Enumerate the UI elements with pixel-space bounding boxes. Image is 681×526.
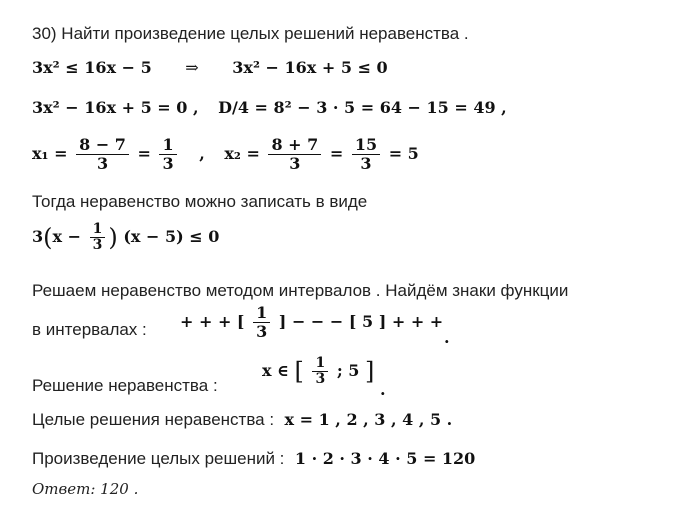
x1-denominator: 3 bbox=[96, 154, 109, 173]
signs-mid: ] − − − [ 5 ] + + + bbox=[278, 312, 444, 331]
solution-label: Решение неравенства : bbox=[32, 376, 218, 395]
product-line bbox=[32, 449, 475, 469]
discriminant-line bbox=[32, 98, 507, 117]
interval-method-text: Решаем неравенство методом интервалов . Найдём знаки функции bbox=[32, 281, 569, 300]
discriminant: D/4 = 8² − 3 · 5 = 64 − 15 = 49 , bbox=[218, 98, 507, 117]
integer-solutions-value: x = 1 , 2 , 3 , 4 , 5 . bbox=[284, 410, 453, 429]
intervals-signs bbox=[180, 304, 443, 341]
solution-fraction bbox=[312, 356, 328, 387]
product-value: 1 · 2 · 3 · 4 · 5 = 120 bbox=[294, 449, 476, 468]
roots-separator: , bbox=[199, 144, 205, 163]
x2-numerator: 8 + 7 bbox=[268, 136, 321, 155]
x1-label: x₁ = bbox=[32, 144, 68, 163]
inequality-original: 3x² ≤ 16x − 5 bbox=[32, 58, 152, 77]
solution-line bbox=[32, 355, 386, 399]
solution-dot: . bbox=[380, 380, 386, 399]
x2-fraction bbox=[268, 136, 321, 173]
intervals-dot: . bbox=[444, 328, 450, 347]
x2-equals: = bbox=[329, 144, 344, 163]
x2-label: x₂ = bbox=[224, 144, 260, 163]
x2-result-denominator: 3 bbox=[360, 154, 372, 173]
factor1-fraction bbox=[90, 222, 106, 253]
integer-solutions-line bbox=[32, 410, 452, 430]
rewrite-text: Тогда неравенство можно записать в виде bbox=[32, 192, 368, 211]
x1-fraction bbox=[76, 136, 129, 173]
signs-numerator: 1 bbox=[253, 304, 270, 323]
integer-solutions-label: Целые решения неравенства : bbox=[32, 410, 275, 429]
x1-numerator: 8 − 7 bbox=[76, 136, 129, 155]
factor1-numerator: 1 bbox=[90, 222, 106, 238]
product-label: Произведение целых решений : bbox=[32, 449, 285, 468]
signs-pre: + + + [ bbox=[180, 312, 245, 331]
inequality-rearranged: 3x² − 16x + 5 ≤ 0 bbox=[232, 58, 388, 77]
factor1-x: x − bbox=[52, 227, 82, 246]
x2-result-numerator: 15 bbox=[352, 136, 380, 155]
solution-left-bracket: [ bbox=[294, 357, 304, 386]
signs-denominator: 3 bbox=[256, 322, 268, 341]
solution-mid: ; 5 bbox=[336, 361, 360, 380]
intervals-label: в интервалах : bbox=[32, 320, 147, 339]
x2-result-fraction bbox=[352, 136, 380, 173]
implies-arrow: ⇒ bbox=[185, 58, 199, 77]
right-paren: ) bbox=[108, 223, 118, 252]
signs-fraction bbox=[253, 304, 270, 341]
factor1-denominator: 3 bbox=[92, 237, 103, 253]
solution-denominator: 3 bbox=[315, 371, 326, 387]
factored-inequality bbox=[32, 222, 219, 253]
inequality-line bbox=[32, 58, 388, 77]
factored-tail: ≤ 0 bbox=[189, 227, 220, 246]
solution-numerator: 1 bbox=[312, 356, 328, 372]
x1-equals: = bbox=[137, 144, 151, 163]
intervals-line bbox=[32, 303, 450, 347]
x2-final: = 5 bbox=[388, 144, 419, 163]
solution-pre: x ∈ bbox=[262, 361, 289, 380]
solution-right-bracket: ] bbox=[365, 357, 375, 386]
solution-set bbox=[262, 356, 374, 387]
roots-line bbox=[32, 136, 419, 173]
x1-result-denominator: 3 bbox=[162, 154, 174, 173]
x1-result-numerator: 1 bbox=[159, 136, 176, 155]
quadratic-equation: 3x² − 16x + 5 = 0 , bbox=[32, 98, 199, 117]
factored-coefficient: 3 bbox=[32, 227, 44, 246]
left-paren: ( bbox=[43, 223, 53, 252]
x1-result-fraction bbox=[159, 136, 176, 173]
answer: Ответ: 120 . bbox=[32, 480, 139, 498]
x2-denominator: 3 bbox=[289, 154, 301, 173]
problem-title: 30) Найти произведение целых решений неравенства . bbox=[32, 24, 469, 43]
factor2: (x − 5) bbox=[123, 227, 184, 246]
